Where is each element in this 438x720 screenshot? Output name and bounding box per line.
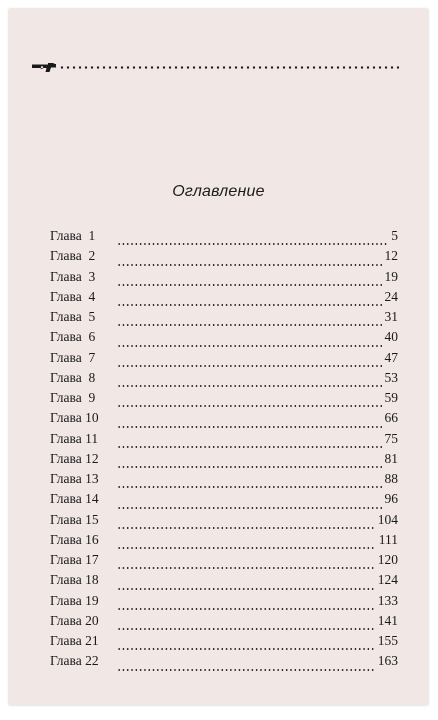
toc-chapter-label: Глава 9 [50,390,96,405]
toc-chapter-label: Глава 7 [50,349,96,365]
toc-chapter-label: Глава 5 [50,309,96,324]
toc-page-number: 124 [377,572,398,588]
toc-entry [50,228,398,248]
toc-chapter-label: Глава 16 [50,531,99,547]
toc-page-number: 111 [378,531,398,547]
toc-entry [50,410,398,430]
toc-entry [50,269,398,289]
toc-dot-leader [117,243,388,245]
toc-page-number: 66 [384,410,398,426]
toc-page-number: 31 [384,309,398,324]
toc-page-number: 88 [384,471,398,486]
toc-entry [50,451,398,471]
toc-chapter-label: Глава 1 [50,228,96,243]
toc-page-number: 5 [391,228,398,243]
toc-dot-leader [117,567,375,569]
toc-chapter-label: Глава 8 [50,369,96,385]
toc-chapter-label: Глава 20 [50,612,99,628]
toc-dot-leader [117,648,375,650]
toc-dot-leader [117,264,382,266]
toc-entry [50,248,398,268]
toc-chapter-label: Глава 6 [50,329,96,345]
toc-dot-leader [117,588,375,590]
toc-dot-leader [117,446,382,448]
toc-entry [50,491,398,511]
toc-dot-leader [117,669,375,671]
toc-dot-leader [117,527,375,529]
toc-entry [50,552,398,572]
toc-entry [50,572,398,592]
toc-dot-leader [117,547,376,549]
toc-dot-leader [117,507,382,509]
toc-page-number: 104 [377,511,398,527]
toc-entry [50,370,398,390]
toc-chapter-label: Глава 3 [50,268,96,284]
toc-page-number: 75 [384,430,398,446]
toc-dot-leader [117,426,382,428]
toc-dot-leader [117,385,382,387]
toc-dot-leader [117,466,382,468]
toc-entry [50,431,398,451]
toc-page-number: 133 [377,592,398,608]
toc-page-number: 81 [384,450,398,466]
toc-chapter-label: Глава 22 [50,653,99,669]
toc-page-number: 141 [377,612,398,628]
toc-chapter-label: Глава 18 [50,572,99,588]
toc-page-number: 40 [384,329,398,345]
toc-entry [50,329,398,349]
toc-dot-leader [117,345,382,347]
toc-list [50,228,398,674]
toc-page-number: 53 [384,369,398,385]
toc-chapter-label: Глава 10 [50,410,99,426]
toc-entry [50,350,398,370]
toc-page-number: 47 [384,349,398,365]
dotted-rule [59,66,399,69]
toc-dot-leader [117,284,382,286]
toc-entry [50,593,398,613]
toc-page-number: 120 [377,552,398,567]
toc-chapter-label: Глава 14 [50,491,99,507]
toc-chapter-label: Глава 15 [50,511,99,527]
toc-chapter-label: Глава 19 [50,592,99,608]
toc-chapter-label: Глава 13 [50,471,99,486]
toc-page-number: 19 [384,268,398,284]
toc-page-number: 155 [377,633,398,648]
revolver-icon [31,61,57,73]
toc-title: Оглавление [172,183,265,200]
toc-chapter-label: Глава 2 [50,248,96,264]
toc-chapter-label: Глава 11 [50,430,99,446]
toc-dot-leader [117,304,382,306]
toc-entry [50,471,398,491]
toc-entry [50,633,398,653]
toc-entry [50,653,398,673]
toc-page-number: 59 [384,390,398,405]
toc-entry [50,390,398,410]
toc-page-number: 24 [384,288,398,304]
toc-entry [50,309,398,329]
toc-entry [50,613,398,633]
toc-chapter-label: Глава 17 [50,552,99,567]
header-ornament [31,61,399,73]
toc-dot-leader [117,486,382,488]
toc-entry [50,289,398,309]
toc-dot-leader [117,405,382,407]
toc-page-number: 12 [384,248,398,264]
toc-chapter-label: Глава 4 [50,288,96,304]
toc-chapter-label: Глава 12 [50,450,99,466]
toc-chapter-label: Глава 21 [50,633,99,648]
toc-dot-leader [117,365,382,367]
book-page [9,9,428,705]
toc-dot-leader [117,628,375,630]
toc-entry [50,512,398,532]
toc-dot-leader [117,608,375,610]
toc-dot-leader [117,324,382,326]
toc-entry [50,532,398,552]
toc-page-number: 96 [384,491,398,507]
toc-page-number: 163 [377,653,398,669]
